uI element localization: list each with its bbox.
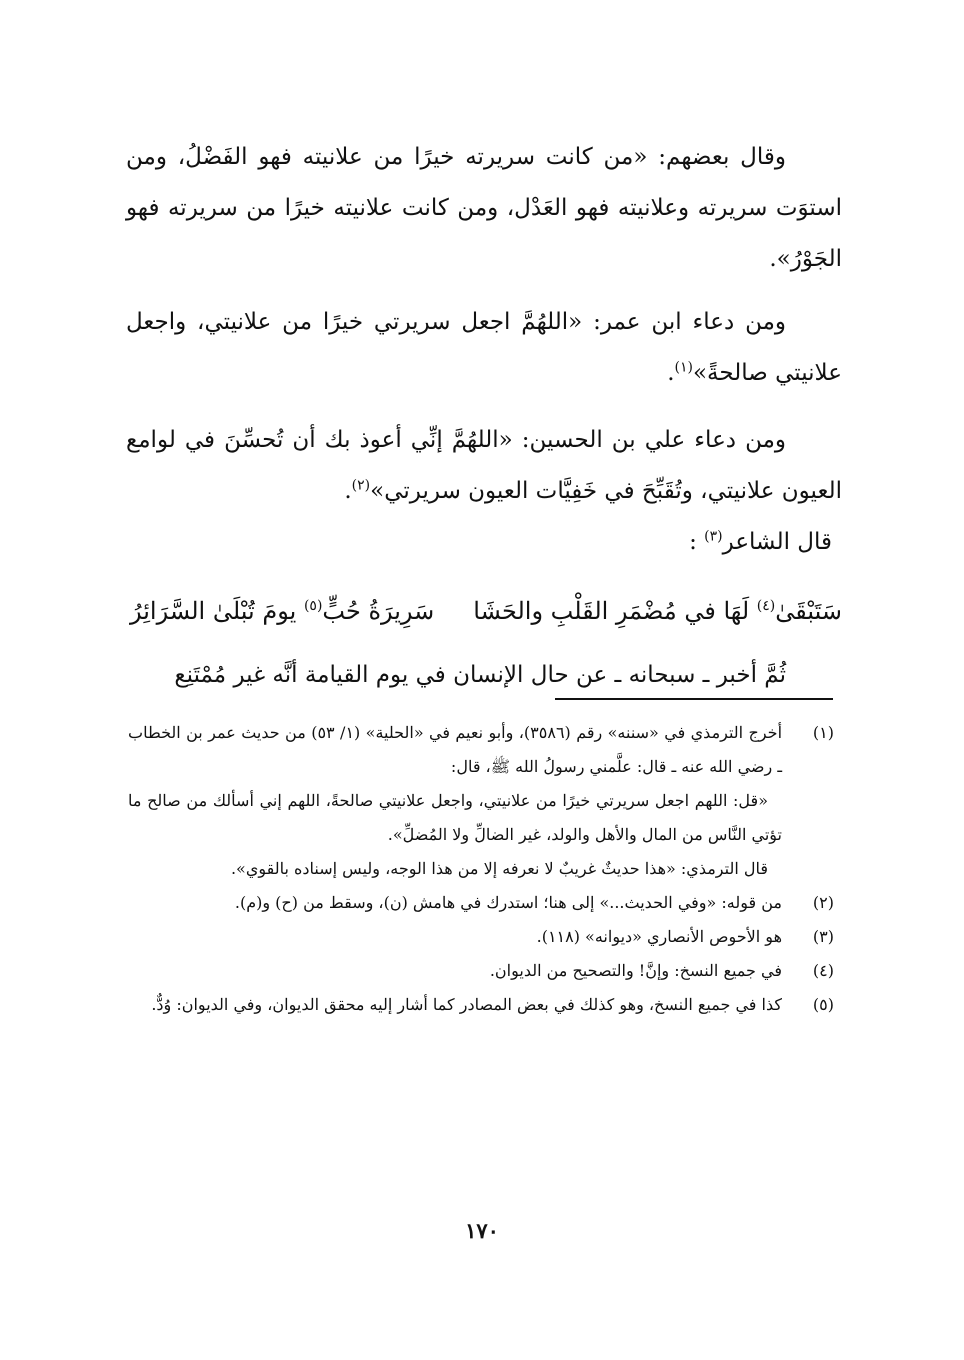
footnote-number: (٤) [812,961,834,980]
footnote-number: (١) [812,723,834,742]
verse-second-a: سَرِيرَةُ حُبٍّ [322,597,435,625]
footnote-body [128,886,782,920]
footnote-number: (٢) [812,893,834,912]
footnote-5 [128,988,834,1022]
paragraph-3-end: . [344,478,352,504]
footnote-text: قال الترمذي: «هذا حديثٌ غريبٌ لا نعرفه إلا من هذا الوجه، وليس إسناده بالقوي». [230,859,768,878]
footnote-text: في جميع النسخ: وإنَّ! والتصحيح من الديوان. [489,961,782,980]
footnote-ref-5: (٥) [303,598,323,614]
paragraph-2 [126,297,842,399]
footnote-body [128,716,782,886]
footnote-2 [128,886,834,920]
verse-second-hemistich [130,582,434,640]
footnote-body [128,920,782,954]
verse-first-b: لَهَا في مُضْمَرِ القَلْبِ والحَشَا [473,597,750,625]
footnote-ref-4: (٤) [756,598,776,614]
footnote-text: أخرج الترمذي في «سننه» رقم (٣٥٨٦)، وأبو نعيم في «الحلية» (١/ ٥٣) من حديث عمر بن الخطاب ـ رضي الله عنه ـ قال: علَّمني رسولُ الله ﷺ، قال: [128,723,783,776]
poet-intro-colon: : [689,529,697,555]
footnote-number: (٣) [812,927,834,946]
paragraph-2-end: . [667,360,675,386]
footnote-ref-3: (٣) [704,528,723,545]
footnote-body [128,988,782,1022]
footnote-4 [128,954,834,988]
poet-intro [126,517,842,568]
continuation-line: ثُمَّ أخبر ـ سبحانه ـ عن حال الإنسان في يوم القيامة أنَّه غير مُمْتَنِع [174,662,786,688]
footnote-number: (٥) [812,995,834,1014]
footnote-3 [128,920,834,954]
footnote-text: هو الأحوص الأنصاري «ديوانه» (١١٨). [536,927,782,946]
poetry-verse [126,582,842,640]
footnote-text: كذا في جميع النسخ، وهو كذلك في بعض المصادر كما أشار إليه محقق الديوان، وفي الديوان: وُدٌّ. [151,995,782,1014]
footnote-ref-2: (٢) [351,477,371,494]
paragraph-2-text: ومن دعاء ابن عمر: «اللهُمَّ اجعل سريرتي خيرًا من علانيتي، واجعل علانيتي صالحةً» [126,309,842,386]
poet-intro-text: قال الشاعر [722,529,832,555]
footnote-text: من قوله: «وفي الحديث...» إلى هنا؛ استدرك في هامش (ن)، وسقط من (ح) و(م). [234,893,782,912]
footnote-divider [555,698,833,700]
paragraph-3 [126,415,842,517]
footnote-text: «قل: اللهم اجعل سريرتي خيرًا من علانيتي، واجعل علانيتي صالحةً، اللهم إني أسألك من صالح ما تؤتي النَّاس من المال والأهل والولد، غير الضالِّ ولا المُضلِّ». [128,791,782,844]
footnote-body [128,954,782,988]
verse-first-a: سَتَبْقَىٰ [775,597,842,625]
footnotes [128,716,834,1022]
verse-second-b: يومَ تُبْلَىٰ السَّرَائِرُ [130,597,297,625]
paragraph-3-text: ومن دعاء علي بن الحسين: «اللهُمَّ إنِّي أعوذ بك أن تُحسِّنَ في لوامع العيون علانيتي، وتُقَبِّحَ في خَفِيَّات العيون سريرتي» [126,427,842,504]
page-number: ١٧٠ [465,1218,499,1243]
verse-first-hemistich [473,582,842,640]
paragraph-1: وقال بعضهم: «من كانت سريرته خيرًا من علانيته فهو الفَضْلُ، ومن استوَت سريرته وعلانيته فهو العَدْل، ومن كانت علانيته خيرًا من سريرته فهو الجَوْرُ». [126,144,842,272]
footnote-ref-1: (١) [674,359,693,376]
footnote-1 [128,716,834,886]
main-text [126,132,842,704]
